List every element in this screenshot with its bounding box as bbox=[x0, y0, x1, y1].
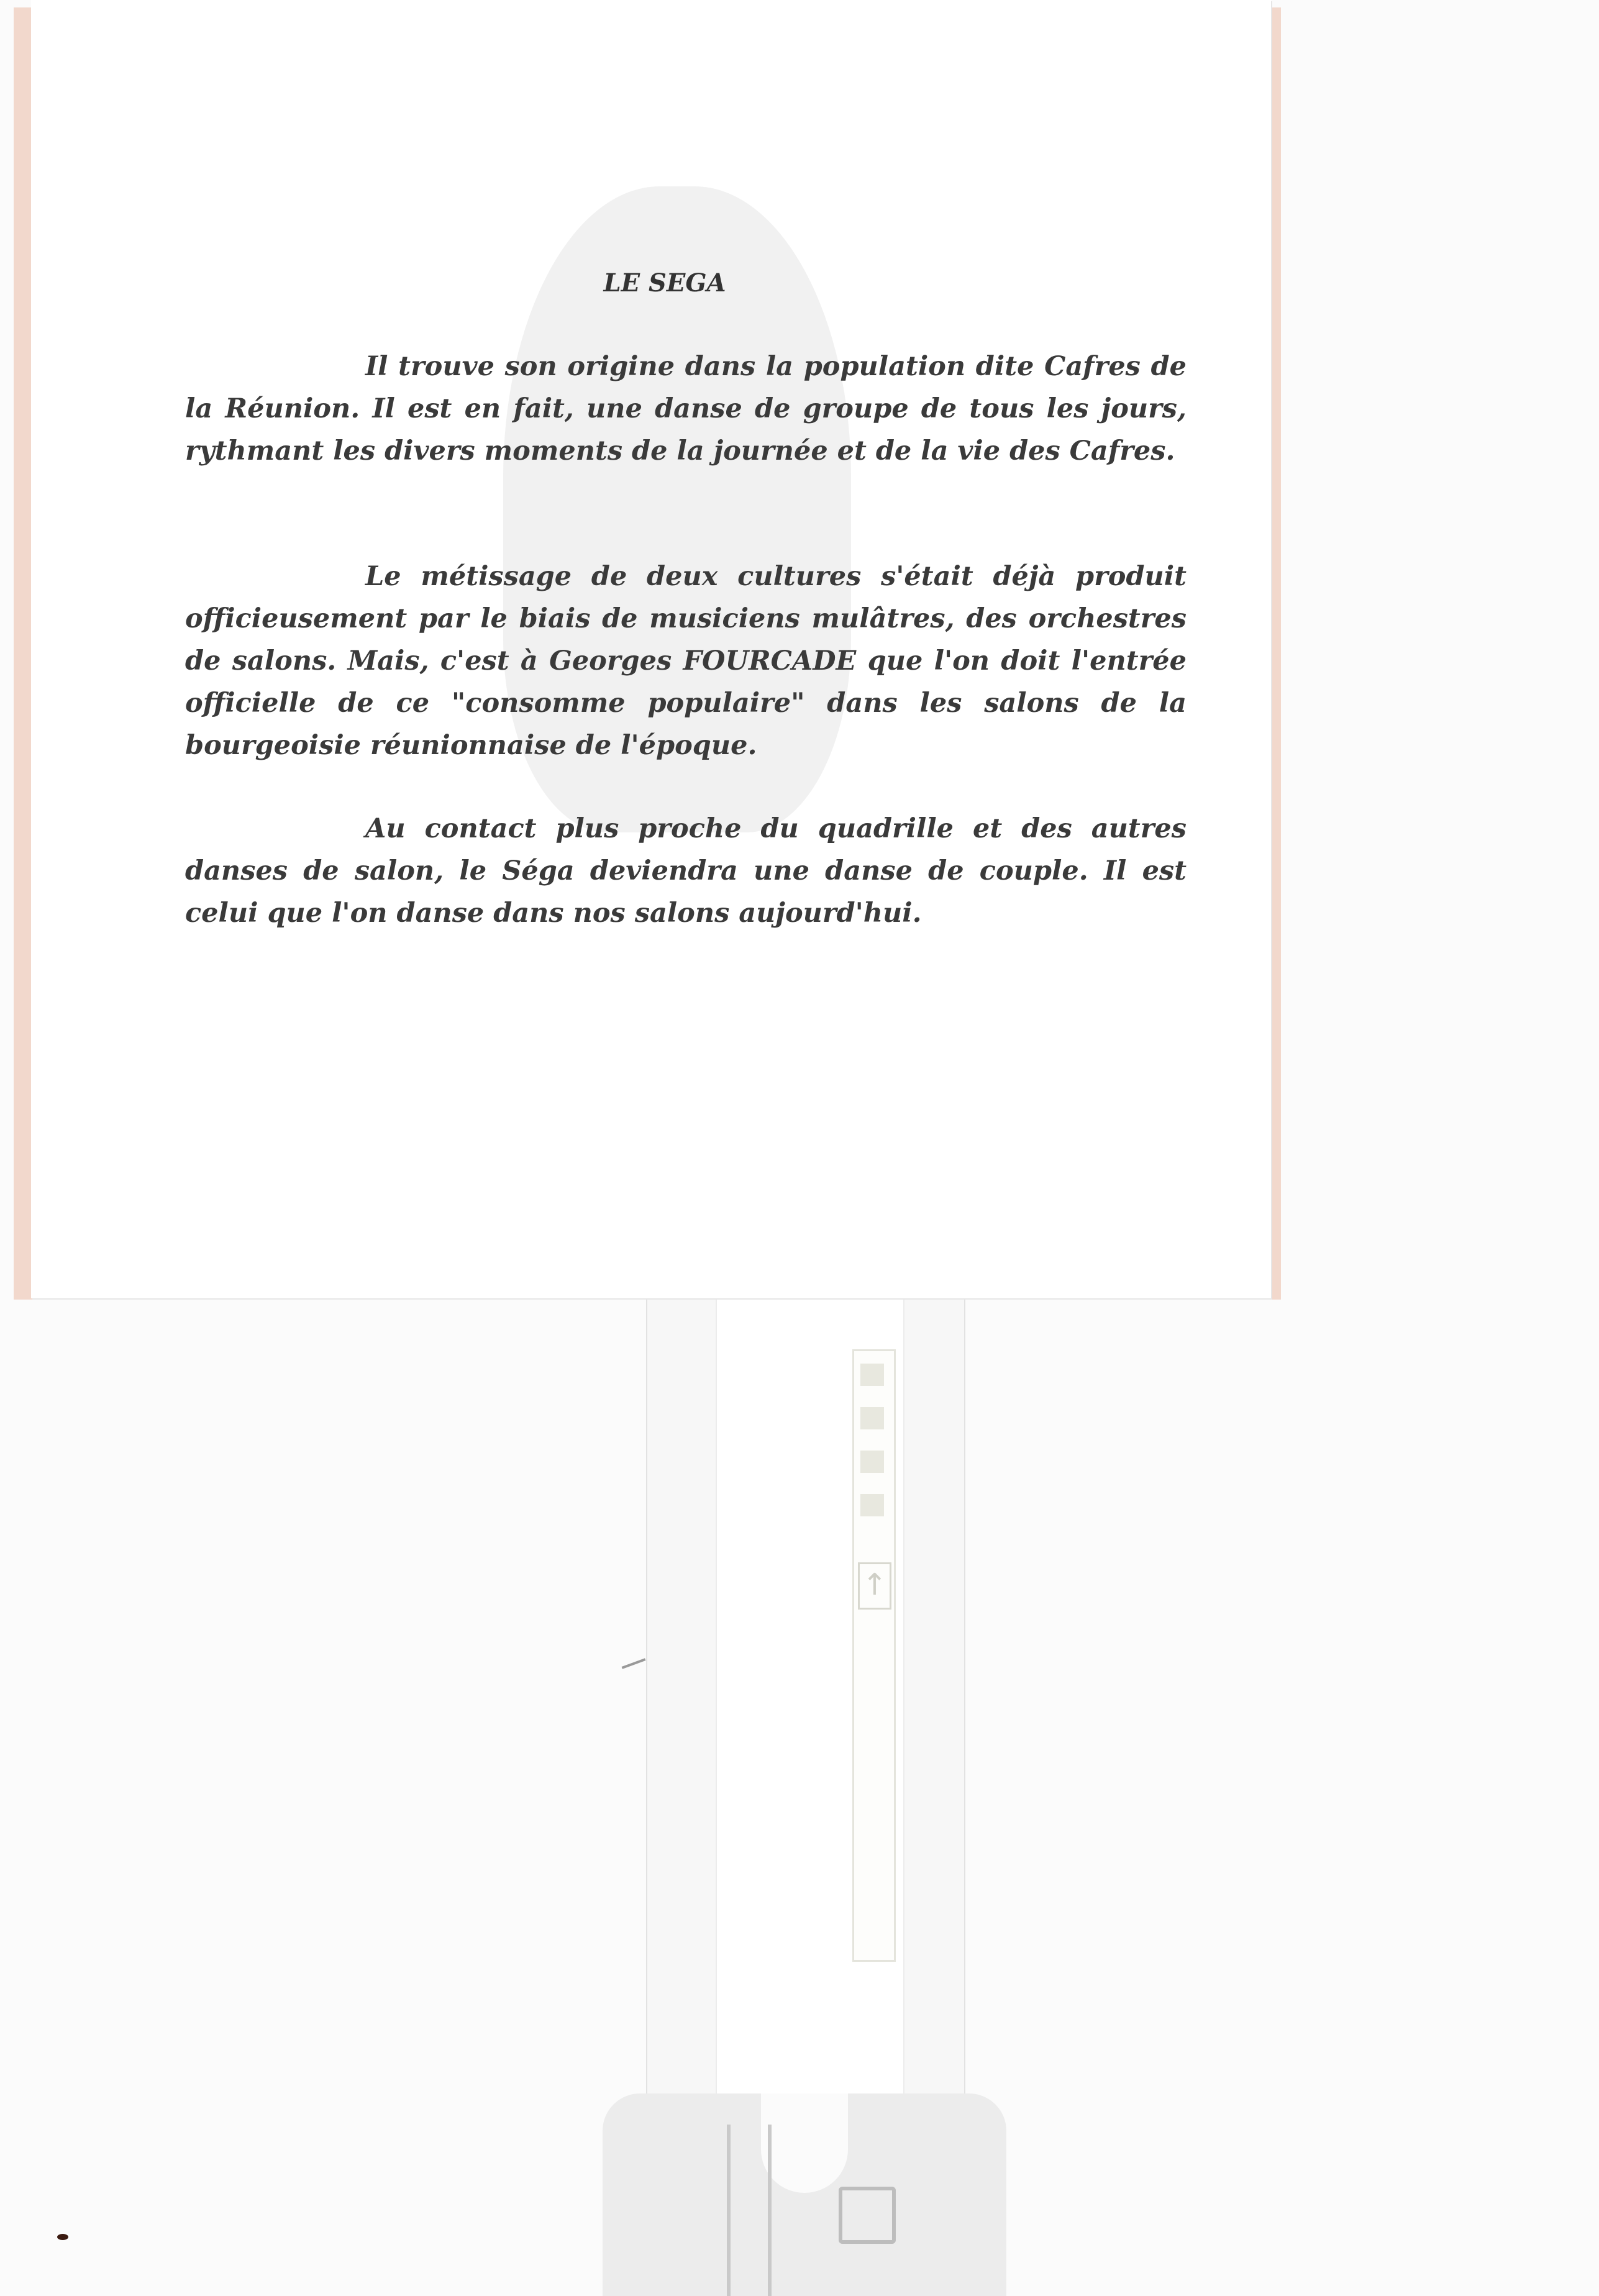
filmstrip-icon bbox=[852, 1349, 896, 1962]
holder-film-icon bbox=[727, 2125, 772, 2296]
paragraph-3 bbox=[185, 808, 1187, 934]
paragraph-1-text: Il trouve son origine dans la population dite Cafres de la Réunion. Il est en fait, une danse de groupe de tous les jours, rythmant les divers moments de la journée et de la vie des Cafres. bbox=[185, 351, 1187, 467]
film-frame bbox=[860, 1451, 884, 1473]
film-holder bbox=[603, 2093, 1006, 2296]
scan-mark bbox=[622, 1658, 646, 1669]
paragraph-2-text: Le métissage de deux cultures s'était déjà produit officieusement par le biais de musiciens mulâtres, des orchestres de salons. Mais, c'est à Georges FOURCADE que l'on doit l'entrée officielle de ce "consomme populaire" dans les salons de la bourgeoisie réunionnaise de l'époque. bbox=[185, 561, 1187, 761]
film-frame bbox=[860, 1407, 884, 1429]
slide-icon bbox=[839, 2187, 896, 2244]
page-title: LE SEGA bbox=[603, 268, 726, 298]
paragraph-2 bbox=[185, 555, 1187, 767]
film-frame bbox=[860, 1494, 884, 1516]
dust-speck bbox=[57, 2234, 68, 2240]
holder-notch bbox=[761, 2093, 848, 2193]
arrow-up-icon: ↑ bbox=[858, 1562, 891, 1610]
paragraph-1 bbox=[185, 345, 1187, 472]
paragraph-3-text: Au contact plus proche du quadrille et des autres danses de salon, le Séga deviendra une danse de couple. Il est celui que l'on danse dans nos salons aujourd'hui. bbox=[185, 813, 1187, 929]
tray-channel bbox=[716, 1300, 904, 2132]
document-page bbox=[31, 0, 1271, 1298]
film-frame bbox=[860, 1364, 884, 1386]
